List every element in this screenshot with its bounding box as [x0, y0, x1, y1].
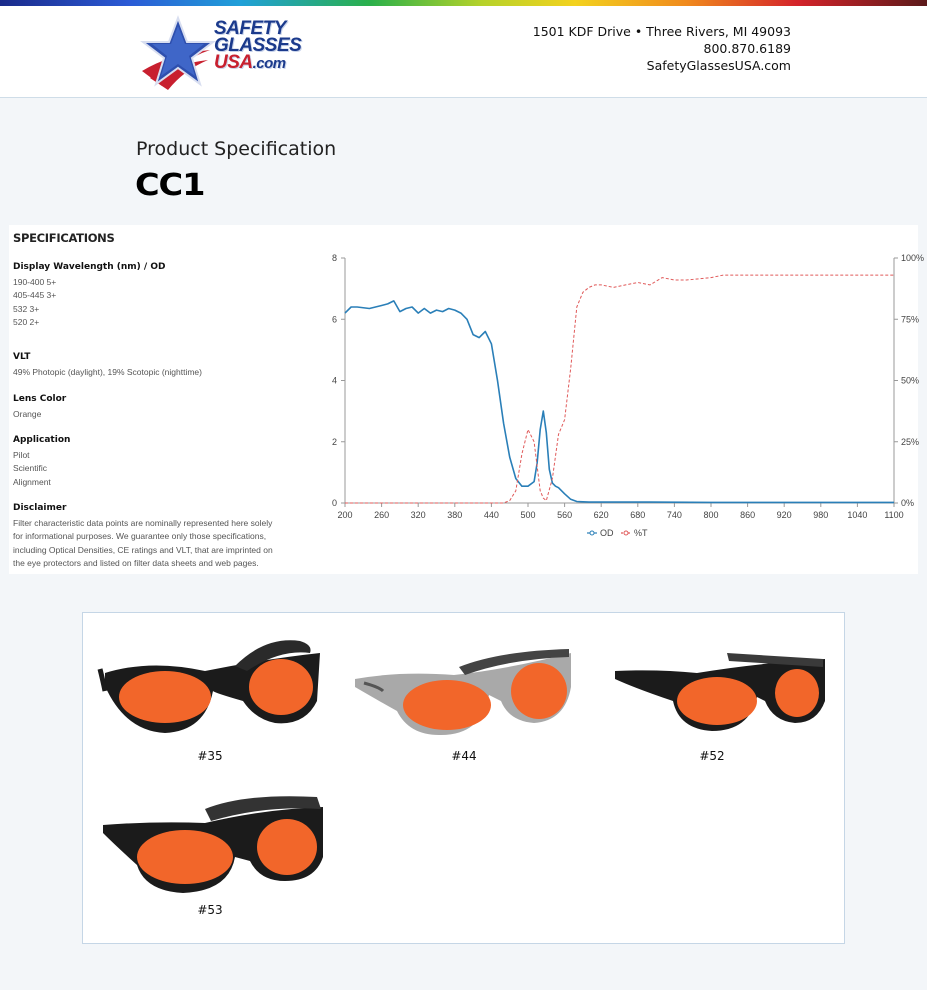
frame-item[interactable] [95, 785, 325, 917]
application-line: Alignment [13, 476, 51, 487]
glasses-image-44 [349, 631, 579, 741]
wavelength-line: 532 3+ [13, 303, 40, 314]
disclaimer-line: Filter characteristic data points are nominally represented here solely [13, 518, 273, 528]
product-code: CC1 [135, 168, 205, 203]
contact-phone[interactable]: 800.870.6189 [703, 41, 791, 56]
disclaimer-label: Disclaimer [13, 503, 67, 513]
vlt-value: 49% Photopic (daylight), 19% Scotopic (nighttime) [13, 367, 202, 377]
x-tick-label: 980 [813, 510, 829, 520]
legend-label: OD [600, 528, 614, 538]
star-icon [140, 16, 220, 91]
application-section [13, 435, 298, 489]
y-left-tick-label: 6 [331, 314, 337, 325]
lens-color-section [13, 394, 298, 421]
filter-chart [309, 245, 925, 545]
page-heading: Product Specification [136, 138, 337, 160]
legend-label: %T [634, 528, 648, 538]
disclaimer-line: for informational purposes. We guarantee only those specifications, [13, 531, 267, 542]
legend-swatch-marker [590, 531, 594, 535]
y-right-tick-label: 25% [901, 436, 920, 447]
x-tick-label: 920 [776, 510, 792, 520]
contact-website[interactable]: SafetyGlassesUSA.com [646, 58, 791, 73]
logo-line-1: SAFETY [214, 18, 286, 39]
y-left-tick-label: 4 [331, 375, 337, 386]
contact-info [533, 23, 791, 74]
glasses-image-53 [95, 785, 325, 895]
specification-panel [9, 225, 925, 574]
disclaimer-section [13, 503, 298, 571]
series-line-od [345, 301, 894, 503]
x-tick-label: 440 [483, 510, 499, 520]
y-left-tick-label: 8 [331, 253, 337, 263]
application-line: Pilot [13, 450, 30, 460]
x-tick-label: 260 [374, 510, 390, 520]
logo-line-3 [214, 54, 301, 72]
x-tick-label: 1040 [847, 510, 868, 520]
wavelength-line: 520 2+ [13, 317, 40, 328]
x-tick-label: 620 [593, 510, 609, 520]
frame-item[interactable] [349, 631, 579, 763]
frame-item[interactable] [95, 631, 325, 763]
frame-label: #53 [197, 903, 223, 917]
frame-item[interactable] [597, 631, 827, 763]
series-line-t [345, 275, 894, 503]
vlt-section [13, 352, 298, 379]
x-tick-label: 800 [703, 510, 719, 520]
x-tick-label: 860 [740, 510, 756, 520]
disclaimer-line: including Optical Densities, CE ratings and VLT, that are imprinted on [13, 544, 273, 555]
wavelength-line: 190-400 5+ [13, 277, 57, 287]
page-header [0, 6, 927, 98]
specifications-title: SPECIFICATIONS [13, 231, 115, 245]
logo-com: .com [252, 55, 286, 72]
y-right-tick-label: 0% [901, 498, 915, 508]
x-tick-label: 680 [630, 510, 646, 520]
x-tick-label: 1100 [884, 510, 904, 520]
contact-address: 1501 KDF Drive • Three Rivers, MI 49093 [532, 24, 791, 39]
x-tick-label: 560 [557, 510, 573, 520]
vlt-label: VLT [13, 352, 31, 362]
filter-chart-svg [309, 245, 925, 545]
lens-color-value: Orange [13, 409, 42, 419]
logo-usa: USA [214, 52, 253, 73]
disclaimer-line: the eye protectors and listed on filter data sheets and web pages. [13, 558, 259, 569]
x-tick-label: 740 [666, 510, 682, 520]
frame-label: #52 [699, 749, 725, 763]
display-wavelength-section [13, 262, 298, 330]
legend-swatch-marker [624, 531, 628, 535]
frame-label: #44 [451, 749, 477, 763]
display-wavelength-label: Display Wavelength (nm) / OD [13, 262, 166, 272]
logo-line-2: GLASSES [214, 35, 302, 56]
frame-gallery [82, 612, 845, 944]
specifications-column [13, 231, 298, 569]
y-right-tick-label: 100% [901, 253, 925, 263]
x-tick-label: 500 [520, 510, 536, 520]
x-tick-label: 380 [447, 510, 463, 520]
frame-label: #35 [197, 749, 223, 763]
application-line: Scientific [13, 463, 48, 474]
brand-logo[interactable] [140, 16, 310, 91]
wavelength-line: 405-445 3+ [13, 290, 57, 301]
glasses-image-35 [95, 631, 325, 741]
x-tick-label: 200 [337, 510, 353, 520]
x-tick-label: 320 [410, 510, 426, 520]
y-right-tick-label: 50% [901, 375, 920, 386]
y-left-tick-label: 0 [331, 498, 337, 508]
y-left-tick-label: 2 [331, 436, 337, 447]
application-label: Application [13, 435, 71, 445]
y-right-tick-label: 75% [901, 314, 920, 325]
glasses-image-52 [597, 631, 827, 741]
lens-color-label: Lens Color [13, 394, 67, 404]
logo-wordmark [214, 20, 301, 72]
